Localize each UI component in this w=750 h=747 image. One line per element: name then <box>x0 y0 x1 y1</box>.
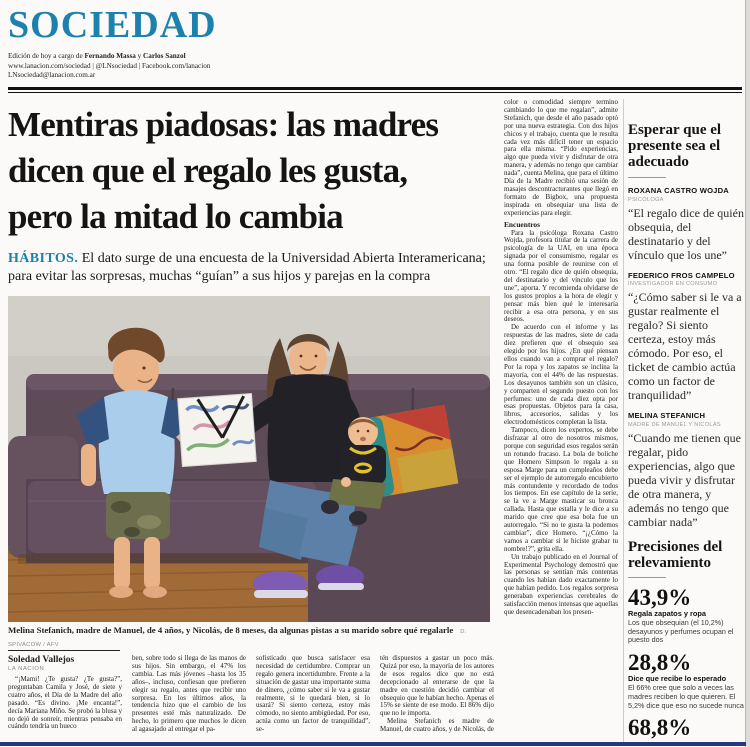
stat-desc: Los que obsequian (el 10,2%) desayunos y perfumes ocupan el puesto dos <box>628 618 734 645</box>
body-paragraph: Melina Stefanich es madre de Manuel, de cuatro años, y de Nicolás, de <box>380 717 494 734</box>
quote-text: “¿Cómo saber si le va a gustar realmente el regalo? Si siento certeza, estoy más cómodo. Por eso, el ticket de cambio actúa como un factor de tranquilidad” <box>628 290 742 403</box>
stat-block <box>628 649 744 710</box>
body-paragraph: sofisticado que busca satisfacer esa necesidad de certidumbre. Comprar un regalo genera incertidumbre. Frente a la situación de gastar una importante suma de dinero, ¿cómo saber si le va a gustar realmente, si le quedará bien, si lo usará? Si siento certeza, estoy más cómodo, no siento ambigüedad. Por eso, actúa como un factor de tranquilidad”, se- <box>256 655 370 734</box>
stat-label: Dice que recibe lo esperado <box>628 673 727 683</box>
edition-line: Edición de hoy a cargo de Fernando Massa y Carlos Sanzol <box>8 52 186 60</box>
quote-block <box>628 412 744 529</box>
deck-text: El dato surge de una encuesta de la Universidad Abierta Interamericana; para evitar las sorpresas, muchas “guían” a sus hijos y parejas en la compra <box>8 251 486 284</box>
stat-value: 28,8% <box>628 649 692 675</box>
quote-name: MELINA STEFANICH <box>628 411 706 421</box>
body-paragraph: De acuerdo con el informe y las respuestas de las madres, siete de cada diez prefieren que el obsequio sea elegido por los hijos. ¿En qué piensan ellos cuando van a comprar el regalo? Por la ropa y los zapatos se inclina la mayoría, con el 44% de las respuestas. Los desayunos también son un clásico, y comparten el segundo puesto con los perfumes: uno de cada diez opta por esas propuestas. Objetos para la casa, libros, accesorios, salidas y los electrodomésticos completan la lista. <box>504 323 618 427</box>
sidebar-divider <box>623 99 624 745</box>
article-deck <box>8 250 494 286</box>
bottom-rule <box>0 742 746 746</box>
body-paragraph: “¡Mami! ¿Te gusta? ¿Te gusta?”, preguntaban Camila y José, de siete y cuatro años, el Día de la Madre del año pasado. “Es divino. ¡Me encanta!”, decía Mariana Miño. Se probó la blusa y no dejó de sonreír, mientras pensaba en cuándo tendría un hueco <box>8 675 122 731</box>
quote-name: ROXANA CASTRO WOJDA <box>628 186 729 195</box>
body-column-3 <box>256 655 370 745</box>
headline-line: pero la mitad lo cambia <box>8 197 343 236</box>
stat-block <box>628 717 744 739</box>
masthead-meta <box>8 52 210 81</box>
body-column-5 <box>504 99 618 745</box>
body-paragraph: ben, sobre todo si llega de las manos de sus hijos. Sin embargo, el 47% los cambia. Las más jóvenes –hasta los 35 años–, incluso, confiesan que prefieren elegir su regalo, antes que recibir uno sorpresa. En los últimos años, la tendencia hizo que el cambio de los presentes esté más naturalizado. De hecho, lo primero que muchos le dicen al agasajado al entregar el pa- <box>132 655 246 734</box>
photo-caption: Melina Stefanich, madre de Manuel, de 4 años, y Nicolás, de 8 meses, da algunas pistas a su marido sobre qué regalarle D. SPIVACOW / AFV <box>8 625 467 648</box>
stats-rule <box>628 577 666 578</box>
photo-credit: D. SPIVACOW / AFV <box>8 629 467 648</box>
section-title: SOCIEDAD <box>8 4 217 46</box>
quote-name: FEDERICO FROS CAMPELO <box>628 270 735 280</box>
stat-value: 43,9% <box>628 584 692 610</box>
quote-block <box>628 272 744 403</box>
stat-label: Regala zapatos y ropa <box>628 608 707 618</box>
stat-desc: El 66% cree que solo a veces las madres reciben lo que quieren. El 5,2% dice que eso no sucede nunca <box>628 683 744 710</box>
article-photo <box>8 296 490 622</box>
quote-role: INVESTIGADOR EN CONSUMO <box>628 281 718 288</box>
editor-name: Fernando Massa <box>84 52 136 60</box>
quote-block <box>628 187 744 262</box>
stat-block <box>628 584 744 645</box>
stats-title: Precisiones del relevamiento <box>628 538 723 571</box>
quote-role: MADRE DE MANUEL Y NICOLÁS <box>628 421 721 428</box>
section-subhead: Encuentros <box>504 219 541 229</box>
body-paragraph: color o comodidad siempre termino cambiando lo que me regalan”, admite Stefanich, que desde el año pasado optó por una nueva estrategia. Con dos hijos chicos y el trabajo, cuenta que le resulta cada vez más difícil tener un espacio para ella misma. “Pido experiencias, algo que pueda vivir y disfrutar de otra manera, y además no tengo que cambiar nada”, cuenta Melina, que para el último Día de la Madre recibió una sesión de masajes descontracturantes que llegó en formato de Bigbox, una propuesta inspirada en obsequiar una lista de experiencias para elegir. <box>504 99 618 217</box>
byline-rule <box>8 650 120 651</box>
stat-value: 68,8% <box>628 715 692 741</box>
quote-text: “Cuando me tienen que regalar, pido experiencias, algo que pueda vivir y disfrutar de otra manera, y además no tengo que cambiar nada” <box>628 430 741 529</box>
editor-name: Carlos Sanzol <box>143 52 186 60</box>
header-rule <box>8 87 742 93</box>
page-edge <box>745 0 750 747</box>
sidebar <box>628 122 744 745</box>
quote-role: PSICÓLOGA <box>628 196 664 203</box>
kicker-label: HÁBITOS. <box>8 251 79 266</box>
headline-line: dicen que el regalo les gusta, <box>8 151 408 190</box>
body-column-4 <box>380 655 494 745</box>
body-column-2 <box>132 655 246 745</box>
body-paragraph: Un trabajo publicado en el Journal of Experimental Psychology demostró que las personas se sentían más contentas cuando les habían dado exactamente lo que habían pedido. Los regalos sorpresa generaban experiencias cerebrales de satisfacción menos intensas que aquellas que desencadenaban los presen- <box>504 552 618 616</box>
quote-text: “El regalo dice de quién obsequia, del destinatario y del vínculo que los une” <box>628 205 744 262</box>
headline-line: Mentiras piadosas: las madres <box>8 105 439 144</box>
body-paragraph: Para la psicóloga Roxana Castro Wojda, profesora titular de la carrera de psicología de la UAI, en una época signada por el consumismo, regalar es una forma posible de reunirse con el otro. “El regalo dice de quién obsequia, del destinatario y del vínculo que los une”, aporta. Y recomienda olvidarse de los gustos propios a la hora de elegir y pensar más bien qué le interesaría recibir a esa otra persona, y en sus deseos. <box>504 228 618 324</box>
body-paragraph: tén dispuestos a gastar un poco más. Quizá por eso, la mayoría de los autores de esos regalos dice que no está decepcionado al enterarse de que la madre en cuestión decidió cambiar el obsequio que le habían hecho. Apenas el 15% se siente de ese modo. El 86% dijo que no le importa. <box>380 655 494 718</box>
masthead-email: LNsociedad@lanacion.com.ar <box>8 71 96 80</box>
body-paragraph: Tampoco, dicen los expertos, se debe disfrazar al otro de nosotros mismos, porque con seguridad esos regalos serán un rotundo fracaso. La bola de boliche que Homero Simpson le regala a su esposa Marge para un cumpleaños debe ser el ejemplo de autorregalo encubierto más contundente y recordado de todos los tiempos. En ese capítulo de la serie, se la ve a Marge masticar su bronca callada. Hasta que estalla y le dice a su marido que cree que esa bola fue un autorregalo. “Si no te gusta la podemos cambiar”, dice Homero. “¡¿Cómo la vamos a cambiar si le hiciste grabar tu nombre!?”, grita ella. <box>504 426 618 553</box>
sidebar-rule <box>628 177 666 178</box>
sidebar-title: Esperar que el presente sea el adecuado <box>628 122 722 170</box>
masthead-urls: www.lanacion.com/sociedad | @LNsociedad | Facebook.com/lanacion <box>8 61 211 70</box>
article-headline <box>8 102 494 240</box>
gift-bag <box>178 394 257 467</box>
byline-author: Soledad Vallejos <box>8 655 75 665</box>
byline-agency: LA NACION <box>8 666 45 672</box>
body-column-1 <box>8 655 122 745</box>
